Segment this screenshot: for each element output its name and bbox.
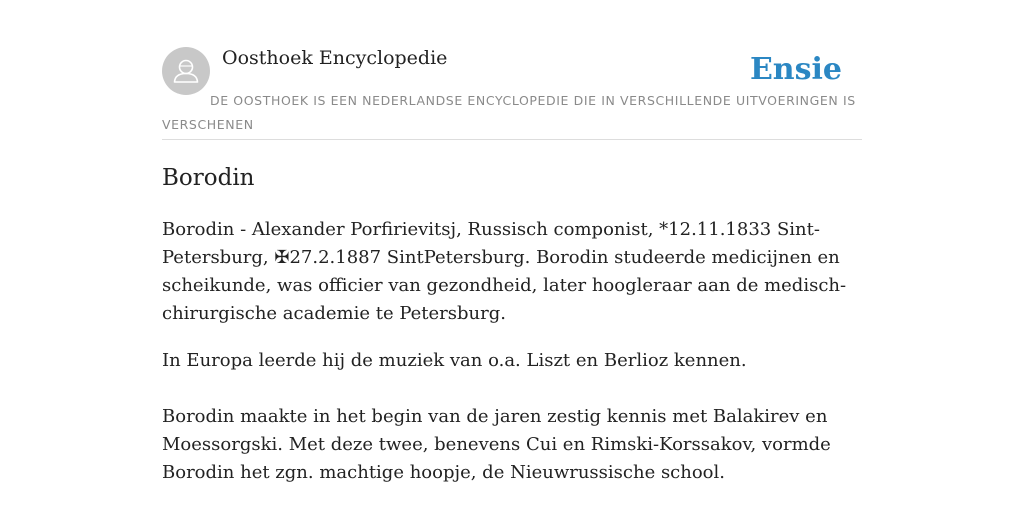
user-icon [162, 47, 210, 95]
header-divider [162, 139, 862, 140]
entry-body [162, 216, 862, 487]
source-name-link[interactable]: Oosthoek Encyclopedie [222, 47, 448, 69]
source-avatar[interactable] [162, 47, 210, 95]
entry-paragraph: In Europa leerde hij de muziek van o.a. Liszt en Berlioz kennen. [162, 350, 747, 371]
entry-paragraph: Borodin - Alexander Porfirievitsj, Russisch componist, *12.11.1833 Sint-Petersburg, ✠27.2.1887 SintPetersburg. Borodin studeerde medicijnen en scheikunde, was officier van gezondheid, later hoogleraar aan de medisch-chirurgische academie te Petersburg. [162, 219, 847, 324]
entry-title: Borodin [162, 165, 255, 191]
entry-paragraph: Borodin maakte in het begin van de jaren zestig kennis met Balakirev en Moessorgski. Met deze twee, benevens Cui en Rimski-Korssakov, vormde Borodin het zgn. machtige hoopje, de Nieuwrussische school. [162, 406, 831, 483]
ensie-logo[interactable]: Ensie [749, 52, 842, 87]
entry-page [162, 0, 862, 512]
source-description: DE OOSTHOEK IS EEN NEDERLANDSE ENCYCLOPEDIE DIE IN VERSCHILLENDE UITVOERINGEN IS VERSCHENEN [162, 93, 856, 132]
